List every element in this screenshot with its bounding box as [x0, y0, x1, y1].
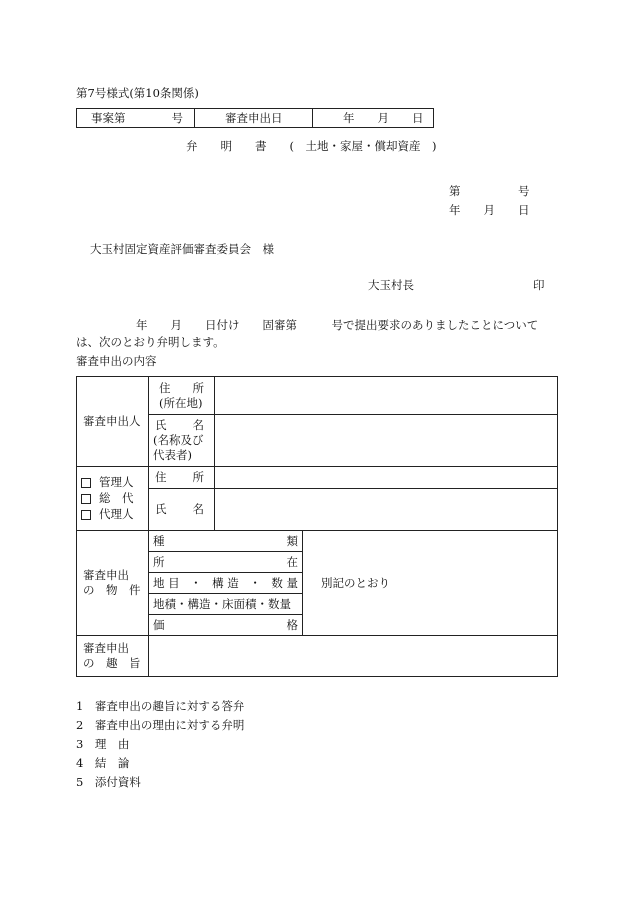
sender-name: 大玉村長 [368, 278, 414, 292]
table-row [77, 415, 558, 467]
seal-mark: 印 [533, 278, 545, 292]
location-char-1: 所 [153, 554, 165, 569]
property-label-line-1: 審査申出 [83, 568, 129, 582]
name-label-cell [149, 415, 215, 467]
property-row-land-category [149, 573, 303, 594]
rep-name-field[interactable] [215, 489, 558, 531]
address-sub: (所在地) [159, 395, 203, 410]
table-row [77, 377, 558, 415]
rep-address-char-1: 住 [155, 470, 167, 484]
addressee: 大玉村固定資産評価審査委員会 様 [90, 242, 274, 256]
land-category-dot-1: ・ [190, 575, 202, 590]
checkbox-agent[interactable] [81, 510, 91, 520]
table-row [77, 489, 558, 531]
property-row-area: 地積・構造・床面積・数量 [149, 594, 303, 615]
rep-address-field[interactable] [215, 467, 558, 489]
filing-date: 年 月 日 [343, 111, 424, 125]
land-category-part-3: 数 量 [271, 575, 298, 590]
list-item: 1 審査申出の趣旨に対する答弁 [76, 699, 245, 713]
purpose-field[interactable] [149, 636, 558, 677]
purpose-label-line-2: の 趣 旨 [83, 656, 141, 670]
type-char-2: 類 [286, 533, 298, 548]
location-char-2: 在 [286, 554, 298, 569]
list-item: 2 審査申出の理由に対する弁明 [76, 718, 245, 732]
option-agent: 代理人 [99, 507, 134, 521]
land-category-part-1: 地 目 [153, 575, 180, 590]
claim-content-table [76, 376, 558, 677]
case-number: 事案第 号 [77, 109, 195, 127]
option-manager: 管理人 [99, 475, 134, 489]
filing-date-label: 審査申出日 [195, 109, 313, 127]
address-char-2: 所 [192, 380, 204, 395]
name-char-2: 名 [192, 418, 204, 432]
table-row [77, 467, 558, 489]
body-line-2: は、次のとおり弁明します。 [76, 335, 225, 349]
property-note: 別記のとおり [303, 531, 558, 636]
address-label-cell [149, 377, 215, 415]
name-char-1: 氏 [155, 418, 167, 432]
price-char-1: 価 [153, 617, 165, 632]
reference-number: 第 号 [449, 184, 530, 198]
rep-address-char-2: 所 [192, 470, 204, 484]
price-char-2: 格 [286, 617, 298, 632]
document-title: 弁 明 書 ( 土地・家屋・償却資産 ) [186, 139, 437, 153]
purpose-label [77, 636, 149, 677]
property-label-line-2: の 物 件 [83, 583, 141, 597]
section-title: 審査申出の内容 [76, 354, 157, 368]
applicant-address-field[interactable] [215, 377, 558, 415]
option-general-rep: 総 代 [99, 491, 134, 505]
list-item: 4 結 論 [76, 756, 130, 770]
list-item: 3 理 由 [76, 737, 130, 751]
list-item: 5 添付資料 [76, 775, 141, 789]
representative-options [77, 467, 149, 531]
property-row-type [149, 531, 303, 552]
checkbox-manager[interactable] [81, 478, 91, 488]
type-char-1: 種 [153, 533, 165, 548]
applicant-name-field[interactable] [215, 415, 558, 467]
purpose-label-line-1: 審査申出 [83, 641, 129, 655]
address-char-1: 住 [159, 380, 171, 395]
rep-name-label-cell [149, 489, 215, 531]
property-row-location [149, 552, 303, 573]
land-category-part-2: 構 造 [212, 575, 239, 590]
rep-name-char-1: 氏 [155, 502, 167, 516]
name-sub-2: 代表者) [153, 448, 192, 462]
table-row [77, 531, 558, 552]
case-info-box [76, 108, 434, 128]
property-row-price [149, 615, 303, 636]
rep-name-char-2: 名 [192, 502, 204, 516]
rep-address-label-cell [149, 467, 215, 489]
checkbox-general-rep[interactable] [81, 494, 91, 504]
land-category-dot-2: ・ [249, 575, 261, 590]
applicant-label: 審査申出人 [77, 377, 149, 467]
form-number: 第7号様式(第10条関係) [76, 86, 199, 100]
name-sub-1: (名称及び [153, 433, 204, 447]
body-line-1: 年 月 日付け 固審第 号で提出要求のありましたことについて [136, 318, 539, 332]
property-label [77, 531, 149, 636]
table-row [77, 636, 558, 677]
reference-date: 年 月 日 [449, 203, 530, 217]
